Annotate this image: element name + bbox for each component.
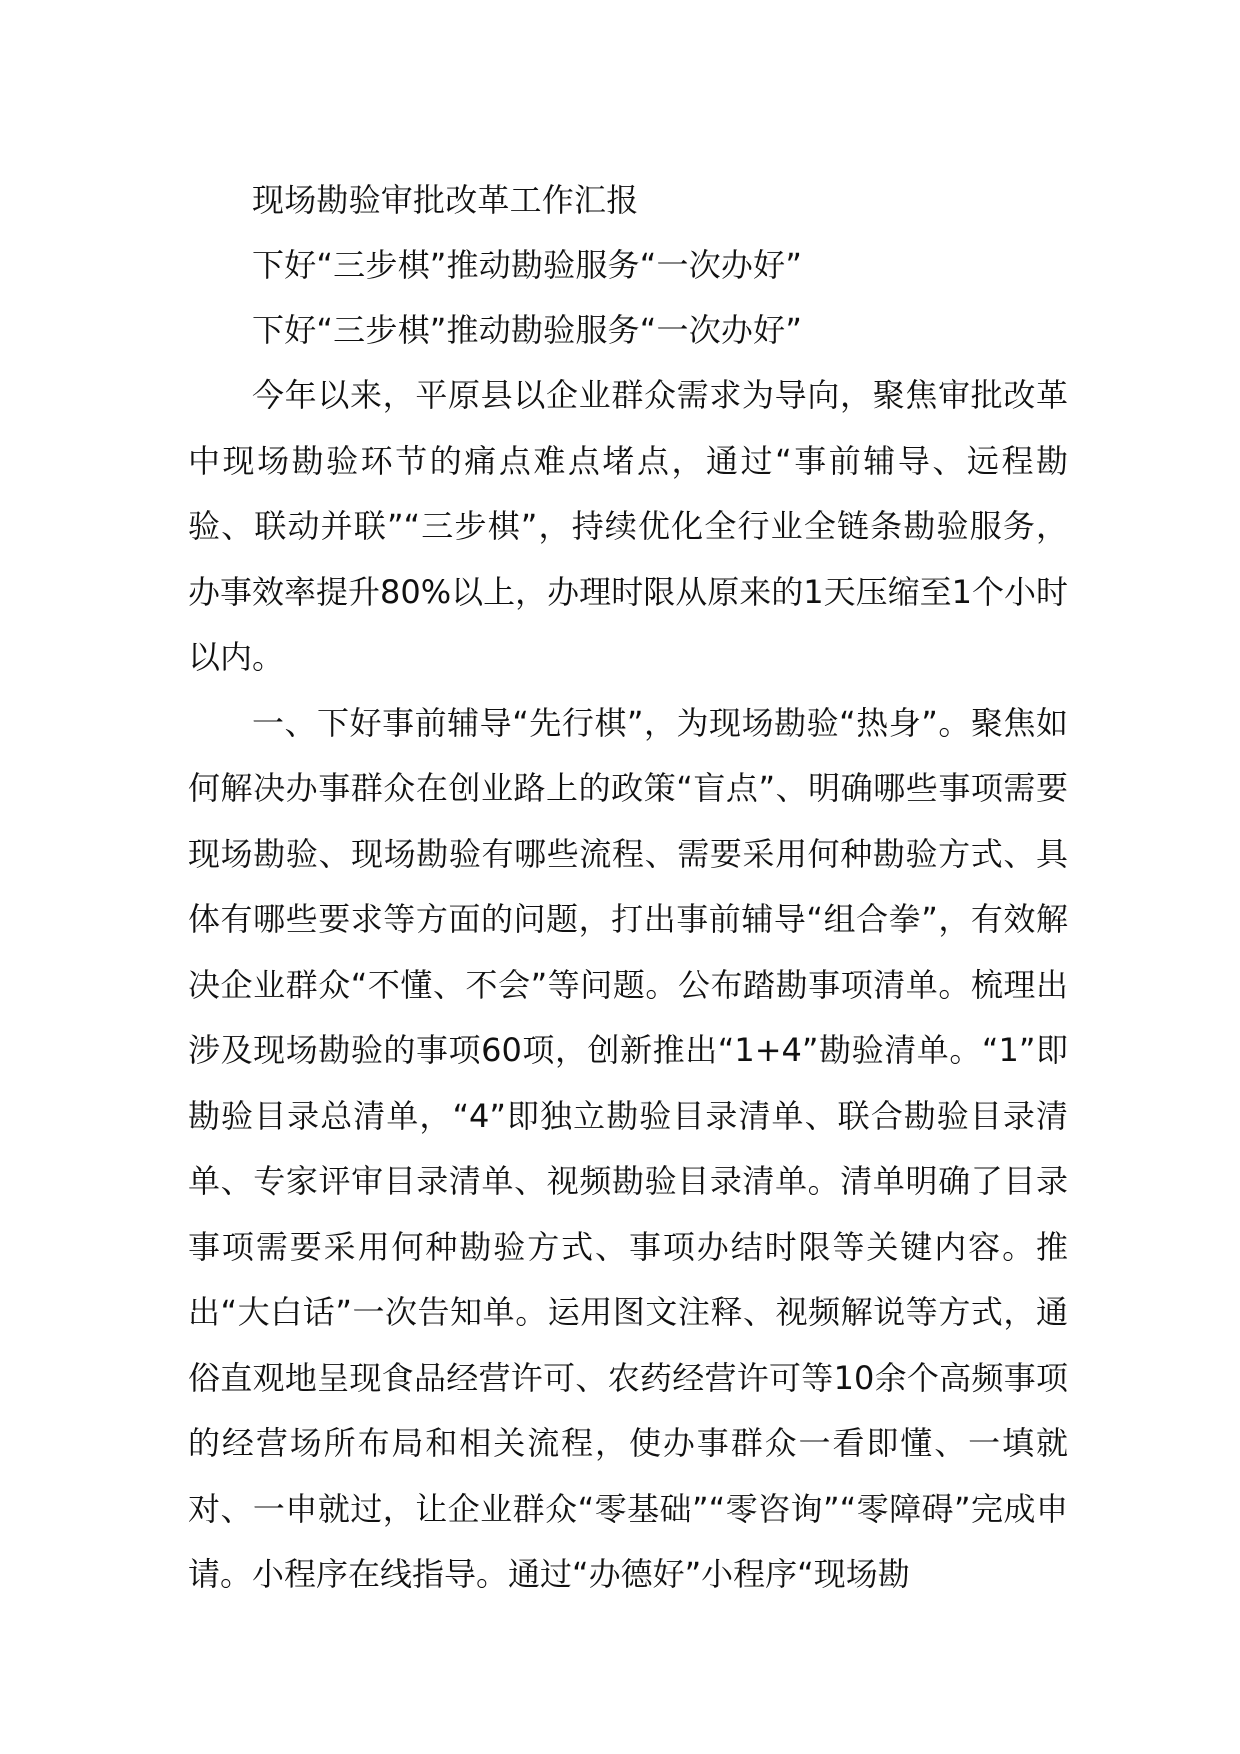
document-subtitle-repeat: 下好“三步棋”推动勘验服务“一次办好”: [252, 311, 803, 349]
document-page: [188, 168, 1068, 1608]
paragraph-intro: 今年以来，平原县以企业群众需求为导向，聚焦审批改革中现场勘验环节的痛点难点堵点，通过“事前辅导、远程勘验、联动并联”“三步棋”，持续优化全行业全链条勘验服务，办事效率提升80%以上，办理时限从原来的1天压缩至1个小时以内。: [188, 376, 1068, 676]
document-title: 现场勘验审批改革工作汇报: [252, 181, 639, 219]
document-subtitle: 下好“三步棋”推动勘验服务“一次办好”: [252, 246, 803, 284]
paragraph-section-one: 一、下好事前辅导“先行棋”，为现场勘验“热身”。聚焦如何解决办事群众在创业路上的政策“盲点”、明确哪些事项需要现场勘验、现场勘验有哪些流程、需要采用何种勘验方式、具体有哪些要求等方面的问题，打出事前辅导“组合拳”，有效解决企业群众“不懂、不会”等问题。公布踏勘事项清单。梳理出涉及现场勘验的事项60项，创新推出“1+4”勘验清单。“1”即勘验目录总清单，“4”即独立勘验目录清单、联合勘验目录清单、专家评审目录清单、视频勘验目录清单。清单明确了目录事项需要采用何种勘验方式、事项办结时限等关键内容。推出“大白话”一次告知单。运用图文注释、视频解说等方式，通俗直观地呈现食品经营许可、农药经营许可等10余个高频事项的经营场所布局和相关流程，使办事群众一看即懂、一填就对、一申就过，让企业群众“零基础”“零咨询”“零障碍”完成申请。小程序在线指导。通过“办德好”小程序“现场勘: [188, 703, 1068, 1593]
